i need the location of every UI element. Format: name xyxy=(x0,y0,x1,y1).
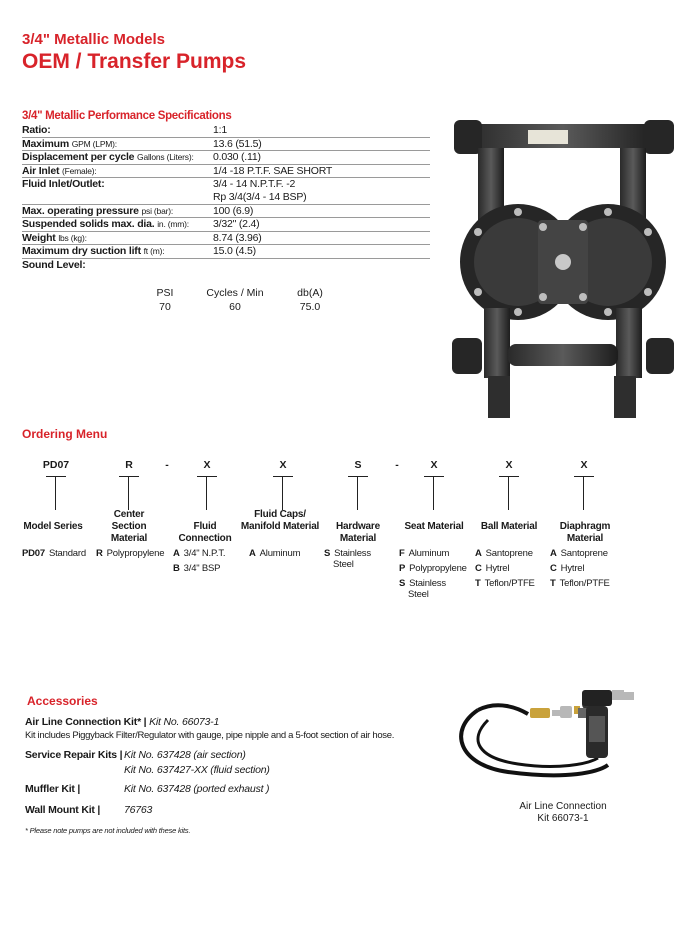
air-line-kit-caption xyxy=(470,801,656,824)
option-hardware-stainless: S Stainless Steel xyxy=(324,548,371,570)
code-center: R xyxy=(125,459,133,471)
spec-label: Air Inlet xyxy=(22,164,60,177)
code-caps: X xyxy=(279,459,287,471)
airline-kit-number: Kit No. 66073-1 xyxy=(149,716,220,728)
spec-value xyxy=(213,259,430,272)
page-title: OEM / Transfer Pumps xyxy=(22,50,247,73)
option-caps-aluminum: A Aluminum xyxy=(249,548,301,559)
spec-value-2: Rp 3/4(3/4 - 14 BSP) xyxy=(213,190,307,203)
tick-seat xyxy=(424,476,444,510)
spec-value: 13.6 (51.5) xyxy=(213,137,262,150)
spec-unit: psi (bar): xyxy=(141,205,174,216)
ordering-title: Ordering Menu xyxy=(22,427,108,441)
option-ball-hytrel: C Hytrel xyxy=(475,563,510,574)
spec-label: Suspended solids max. dia. xyxy=(22,218,155,231)
tick-ball xyxy=(499,476,519,510)
sound-value-db: 75.0 xyxy=(299,301,321,313)
option-model-standard: PD07 Standard xyxy=(22,548,86,559)
option-diaphragm-santoprene: A Santoprene xyxy=(550,548,608,559)
col-header-model: Model Series xyxy=(23,521,83,532)
caption-line-1: Air Line Connection xyxy=(519,801,607,812)
sound-header-cycles: Cycles / Min xyxy=(206,287,264,299)
wall-mount-kit-number: 76763 xyxy=(124,804,153,816)
tick-diaphragm xyxy=(574,476,594,510)
muffler-kit-number: Kit No. 637428 (ported exhaust ) xyxy=(124,783,270,795)
sound-value-cycles: 60 xyxy=(229,301,241,313)
option-fluid-npt: A 3/4" N.P.T. xyxy=(173,548,226,559)
code-ball: X xyxy=(505,459,513,471)
option-seat-aluminum: F Aluminum xyxy=(399,548,450,559)
spec-value: 8.74 (3.96) xyxy=(213,231,262,244)
wall-mount-kit-label: Wall Mount Kit | xyxy=(25,804,101,816)
spec-row-weight xyxy=(22,232,430,246)
spec-value: 1/4 -18 P.T.F. SAE SHORT xyxy=(213,164,333,177)
spec-unit: lbs (kg): xyxy=(58,232,87,243)
sound-header-psi: PSI xyxy=(156,287,174,299)
col-header-caps: Fluid Caps/ Manifold Material xyxy=(240,509,320,532)
code-hardware: S xyxy=(354,459,362,471)
option-seat-pp: P Polypropylene xyxy=(399,563,467,574)
option-ball-teflon: T Teflon/PTFE xyxy=(475,578,535,589)
col-header-fluid: Fluid Connection xyxy=(178,521,232,544)
spec-row-ratio xyxy=(22,124,430,138)
spec-unit: (Female): xyxy=(62,165,97,176)
sound-value-psi: 70 xyxy=(159,301,171,313)
option-seat-stainless: S Stainless Steel xyxy=(399,578,446,600)
spec-label: Fluid Inlet/Outlet: xyxy=(22,178,105,191)
sound-header-db: db(A) xyxy=(297,287,323,299)
spec-value: 100 (6.9) xyxy=(213,204,254,217)
spec-row-air-inlet xyxy=(22,165,430,179)
spec-value: 15.0 (4.5) xyxy=(213,245,256,258)
spec-label: Max. operating pressure xyxy=(22,204,139,217)
service-kit-label: Service Repair Kits | xyxy=(25,749,123,761)
service-kit-fluid: Kit No. 637427-XX (fluid section) xyxy=(124,764,270,776)
accessories-title: Accessories xyxy=(27,694,98,708)
code-diaphragm: X xyxy=(580,459,588,471)
spec-row-displacement xyxy=(22,151,430,165)
option-ball-santoprene: A Santoprene xyxy=(475,548,533,559)
tick-hardware xyxy=(348,476,368,510)
spec-unit: GPM (LPM): xyxy=(71,138,117,149)
spec-row-pressure xyxy=(22,205,430,219)
code-seat: X xyxy=(430,459,438,471)
col-header-diaphragm: Diaphragm Material xyxy=(559,521,611,544)
spec-label: Ratio: xyxy=(22,124,51,136)
code-dash-2: - xyxy=(395,459,399,471)
spec-value: 1:1 xyxy=(213,124,227,136)
tick-center xyxy=(119,476,139,510)
pump-image xyxy=(448,112,678,427)
tick-fluid xyxy=(197,476,217,510)
code-fluid: X xyxy=(203,459,211,471)
spec-value: 3/32" (2.4) xyxy=(213,218,260,231)
col-header-seat: Seat Material xyxy=(404,521,464,532)
muffler-kit-label: Muffler Kit | xyxy=(25,783,81,795)
caption-line-2: Kit 66073-1 xyxy=(537,812,589,824)
service-kit-air: Kit No. 637428 (air section) xyxy=(124,749,246,761)
airline-kit-line xyxy=(25,716,219,728)
col-header-center: Center Section Material xyxy=(110,509,148,544)
spec-unit: in. (mm): xyxy=(157,219,189,230)
specs-table xyxy=(22,124,430,272)
spec-value: 0.030 (.11) xyxy=(213,151,261,164)
airline-kit-label: Air Line Connection Kit* | xyxy=(25,716,147,728)
spec-row-fluid-inlet xyxy=(22,178,430,204)
code-model: PD07 xyxy=(42,459,70,471)
spec-label: Maximum xyxy=(22,137,70,150)
spec-label: Displacement per cycle xyxy=(22,151,135,164)
tick-caps xyxy=(273,476,293,510)
spec-row-sound xyxy=(22,259,430,272)
spec-label: Weight xyxy=(22,231,56,244)
footnote: * Please note pumps are not included with these kits. xyxy=(25,826,191,835)
page-subtitle: 3/4" Metallic Models xyxy=(22,31,165,48)
option-fluid-bsp: B 3/4" BSP xyxy=(173,563,221,574)
option-center-pp: R Polypropylene xyxy=(96,548,165,559)
specs-title: 3/4" Metallic Performance Specifications xyxy=(22,110,232,122)
option-diaphragm-hytrel: C Hytrel xyxy=(550,563,585,574)
spec-value: 3/4 - 14 N.P.T.F. -2 xyxy=(213,178,296,191)
code-dash-1: - xyxy=(165,459,169,471)
spec-label: Sound Level: xyxy=(22,258,86,271)
col-header-ball: Ball Material xyxy=(480,521,538,532)
spec-row-suction xyxy=(22,245,430,259)
tick-model xyxy=(46,476,66,510)
airline-kit-description: Kit includes Piggyback Filter/Regulator with gauge, pipe nipple and a 5-foot section of air hose. xyxy=(25,730,395,741)
spec-label: Maximum dry suction lift xyxy=(22,245,141,258)
spec-row-solids xyxy=(22,218,430,232)
option-diaphragm-teflon: T Teflon/PTFE xyxy=(550,578,610,589)
spec-unit: Gallons (Liters): xyxy=(137,152,194,163)
spec-row-max-flow xyxy=(22,138,430,152)
spec-unit: ft (m): xyxy=(143,246,165,257)
col-header-hardware: Hardware Material xyxy=(336,521,380,544)
air-line-kit-image xyxy=(448,680,680,798)
